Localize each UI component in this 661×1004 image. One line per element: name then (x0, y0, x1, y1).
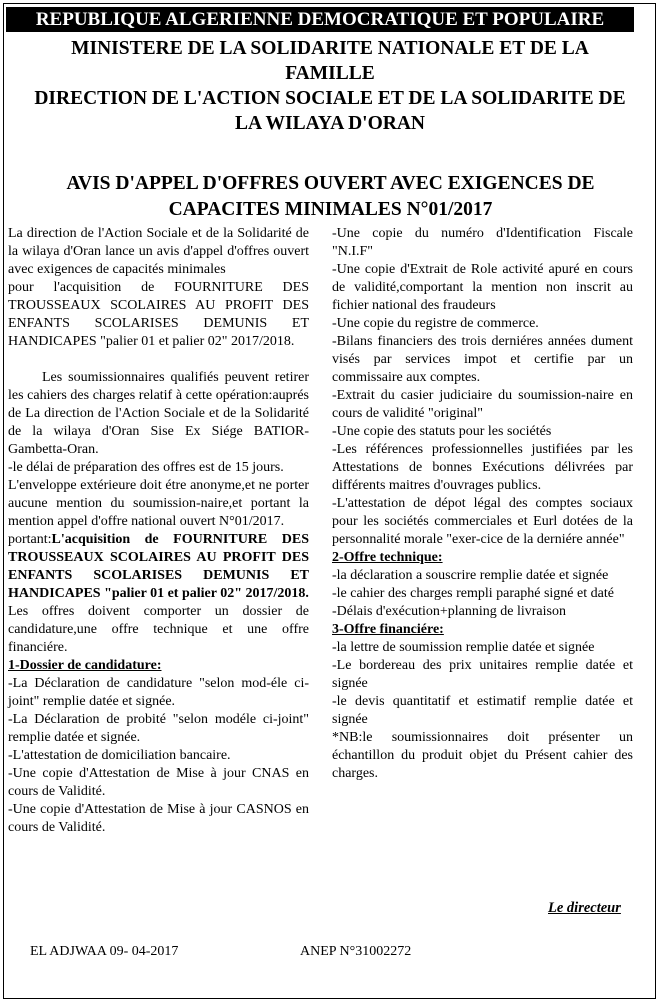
envelope-paragraph: L'enveloppe extérieure doit étre anonyme,et ne porter aucune mention du soumission-naire,et portant la mention appel d'offre national ouvert N°01/2017. (8, 478, 309, 529)
mention-paragraph (8, 531, 309, 603)
list-item: -Extrait du casier judiciaire du soumission-naire en cours de validité "original" (332, 388, 633, 421)
list-item: -Les références professionnelles justifiées par les Attestations de bonnes Exécutions délivrées par différents maitres d'ouvrages publics. (332, 442, 633, 493)
intro-paragraph: La direction de l'Action Sociale et de la Solidarité de la wilaya d'Oran lance un avis d'appel d'offres ouvert avec exigences de capacités minimales (8, 226, 309, 277)
nb-note: *NB:le soumissionnaires doit présenter un échantillon du produit objet du Présent cahier des charges. (332, 730, 633, 781)
deadline-paragraph: -le délai de préparation des offres est de 15 jours. (8, 460, 284, 475)
list-item: -Le bordereau des prix unitaires remplie datée et signée (332, 658, 633, 691)
notice-title: AVIS D'APPEL D'OFFRES OUVERT AVEC EXIGENCES DE CAPACITES MINIMALES N°01/2017 (66, 173, 595, 220)
list-item: -Délais d'exécution+planning de livraison (332, 604, 566, 619)
right-column (332, 225, 633, 783)
section-heading-financial: 3-Offre financiére: (332, 622, 444, 637)
list-item: -L'attestation de domiciliation bancaire. (8, 748, 231, 763)
ministry-title: MINISTERE DE LA SOLIDARITE NATIONALE ET DE LA FAMILLE (71, 38, 589, 84)
mention-prefix: portant: (8, 532, 52, 547)
list-item: -Une copie d'Attestation de Mise à jour CNAS en cours de Validité. (8, 766, 309, 799)
left-column (8, 225, 309, 837)
publication-date: EL ADJWAA 09- 04-2017 (30, 944, 179, 959)
list-item: -le cahier des charges rempli paraphé signé et daté (332, 586, 614, 601)
mention-object: L'acquisition de FOURNITURE DES TROUSSEAUX SCOLAIRES AU PROFIT DES ENFANTS SCOLARISES DEMUNIS ET HANDICAPES "palier 01 et palier 02" 2017/2018. (8, 532, 309, 601)
republic-banner: REPUBLIQUE ALGERIENNE DEMOCRATIQUE ET POPULAIRE (6, 7, 634, 32)
list-item: -Une copie des statuts pour les sociétés (332, 424, 552, 439)
header-block (30, 36, 630, 136)
list-item: -La Déclaration de candidature "selon mod-éle ci-joint" remplie datée et signée. (8, 676, 309, 709)
section-heading-technical: 2-Offre technique: (332, 550, 443, 565)
list-item: -Une copie d'Attestation de Mise à jour CASNOS en cours de Validité. (8, 802, 309, 835)
anep-reference: ANEP N°31002272 (300, 944, 412, 959)
signature: Le directeur (548, 900, 621, 916)
list-item: -Une copie du registre de commerce. (332, 316, 539, 331)
list-item: -Une copie d'Extrait de Role activité apuré en cours de validité,comportant la mention non inscrit au fichier national des fraudeurs (332, 262, 633, 313)
spacer (8, 351, 309, 369)
section-heading-candidature: 1-Dossier de candidature: (8, 658, 162, 673)
list-item: -la lettre de soumission remplie datée et signée (332, 640, 595, 655)
offers-paragraph: Les offres doivent comporter un dossier de candidature,une offre technique et une offre financiére. (8, 604, 309, 655)
object-paragraph: pour l'acquisition de FOURNITURE DES TROUSSEAUX SCOLAIRES AU PROFIT DES ENFANTS SCOLARISES DEMUNIS ET HANDICAPES "palier 01 et palier 02" 2017/2018. (8, 280, 309, 349)
list-item: -le devis quantitatif et estimatif remplie datée et signée (332, 694, 633, 727)
direction-title: DIRECTION DE L'ACTION SOCIALE ET DE LA SOLIDARITE DE LA WILAYA D'ORAN (34, 88, 626, 134)
withdrawal-paragraph: Les soumissionnaires qualifiés peuvent retirer les cahiers des charges relatif à cette opération:auprés de La direction de l'Action Sociale et de la Solidarité de la wilaya d'Oran Sise Ex Siége BATIOR-Gambetta-Oran. (8, 370, 309, 457)
list-item: -Bilans financiers des trois derniéres années dument visés par services impot et certifie par un commissaire aux comptes. (332, 334, 633, 385)
list-item: -la déclaration a souscrire remplie datée et signée (332, 568, 609, 583)
list-item: -Une copie du numéro d'Identification Fiscale "N.I.F" (332, 226, 633, 259)
list-item: -L'attestation de dépot légal des comptes sociaux pour les sociétés commerciales et Eurl dotées de la personnalité morale "exer-cice de la derniére année" (332, 496, 633, 547)
list-item: -La Déclaration de probité "selon modéle ci-joint" remplie datée et signée. (8, 712, 309, 745)
